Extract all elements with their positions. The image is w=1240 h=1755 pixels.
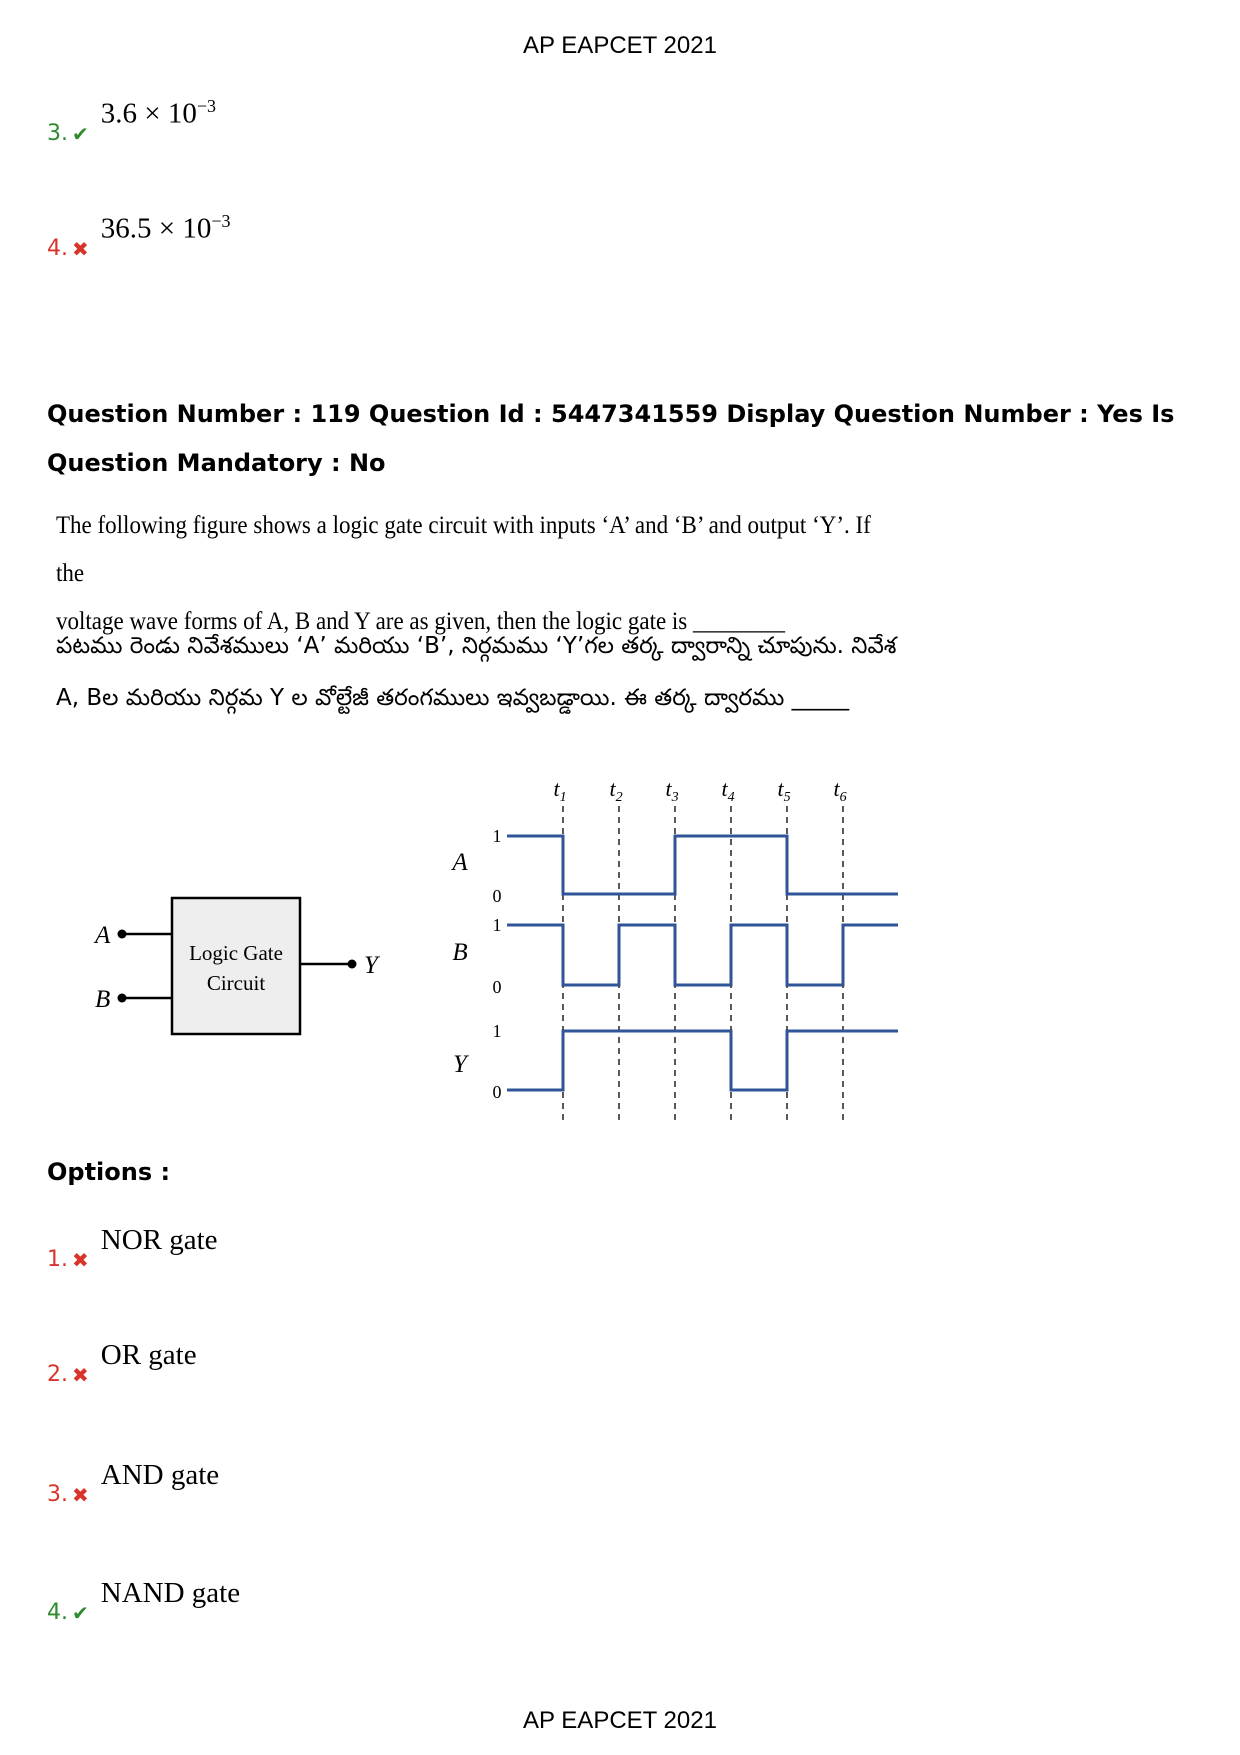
level-high-label: 1 (492, 826, 502, 846)
time-label-t4: $t_4$ (721, 776, 735, 805)
box-label-line1: Logic Gate (189, 941, 283, 965)
time-label-t6: $t_6$ (833, 776, 847, 805)
output-y-label: Y (364, 952, 378, 979)
signal-label-B: B (452, 939, 468, 966)
waveform-B (507, 925, 898, 985)
option-number: 2. (47, 1362, 68, 1387)
option-number: 4. (47, 1600, 68, 1625)
option-2[interactable] (47, 1339, 197, 1387)
question-figure (0, 760, 1240, 1150)
option-number: 4. (47, 235, 68, 261)
logic-gate-box (172, 898, 300, 1034)
prev-option-4[interactable] (47, 211, 231, 261)
cross-icon: ✖ (72, 1483, 89, 1507)
level-low-label: 0 (492, 1082, 502, 1102)
option-text: $36.5 \times 10^{-3}$ (100, 211, 231, 245)
cross-icon: ✖ (72, 1248, 89, 1272)
question-meta: Question Number : 119 Question Id : 5447341559 Display Question Number : Yes Is Question Mandatory : No (47, 400, 1175, 477)
question-line: A, Bల మరియు నిర్గమ Y ల వోల్టేజీ తరంగములు ఇవ్వబడ్డాయి. ఈ తర్క ద్వారము _____ (56, 685, 850, 711)
level-high-label: 1 (492, 915, 502, 935)
cross-icon: ✖ (72, 236, 89, 261)
option-text: NOR gate (100, 1224, 218, 1256)
option-4[interactable] (47, 1577, 241, 1625)
timing-diagram (450, 776, 898, 1122)
option-number: 3. (47, 120, 68, 146)
level-high-label: 1 (492, 1021, 502, 1041)
input-a-label: A (95, 922, 111, 949)
page-header: AP EAPCET 2021 (523, 32, 717, 59)
signal-label-A: A (452, 849, 468, 876)
waveform-A (507, 836, 898, 894)
level-low-label: 0 (492, 977, 502, 997)
option-number: 3. (47, 1482, 68, 1507)
option-number: 1. (47, 1247, 68, 1272)
signal-label-Y: Y (453, 1051, 467, 1078)
level-low-label: 0 (492, 886, 502, 906)
option-text: AND gate (100, 1459, 220, 1491)
page-footer: AP EAPCET 2021 (523, 1707, 717, 1734)
input-b-label: B (95, 986, 111, 1013)
question-line: voltage wave forms of A, B and Y are as given, then the logic gate is ________ (56, 608, 786, 635)
prev-option-3[interactable] (47, 96, 217, 146)
option-text: NAND gate (100, 1577, 241, 1609)
time-label-t2: $t_2$ (609, 776, 623, 805)
question-line: పటము రెండు నివేశములు ‘A’ మరియు ‘B’, నిర్గమము ‘Y’గల తర్క ద్వారాన్ని చూపును. నివేశ (56, 633, 897, 659)
cross-icon: ✖ (72, 1363, 89, 1387)
box-label-line2: Circuit (206, 971, 266, 995)
check-icon: ✔ (72, 1601, 89, 1625)
question-text-telugu (56, 620, 956, 724)
time-label-t1: $t_1$ (553, 776, 567, 805)
logic-gate-circuit (93, 898, 381, 1034)
question-line: The following figure shows a logic gate circuit with inputs ‘A’ and ‘B’ and output ‘Y’. If the (56, 512, 871, 587)
option-text: $3.6 \times 10^{-3}$ (100, 96, 217, 130)
option-text: OR gate (100, 1339, 197, 1371)
time-label-t5: $t_5$ (777, 776, 791, 805)
option-3[interactable] (47, 1459, 220, 1507)
check-icon: ✔ (72, 121, 89, 146)
option-1[interactable] (47, 1224, 218, 1272)
time-label-t3: $t_3$ (665, 776, 679, 805)
waveform-Y (507, 1031, 898, 1090)
options-label: Options : (47, 1158, 171, 1186)
